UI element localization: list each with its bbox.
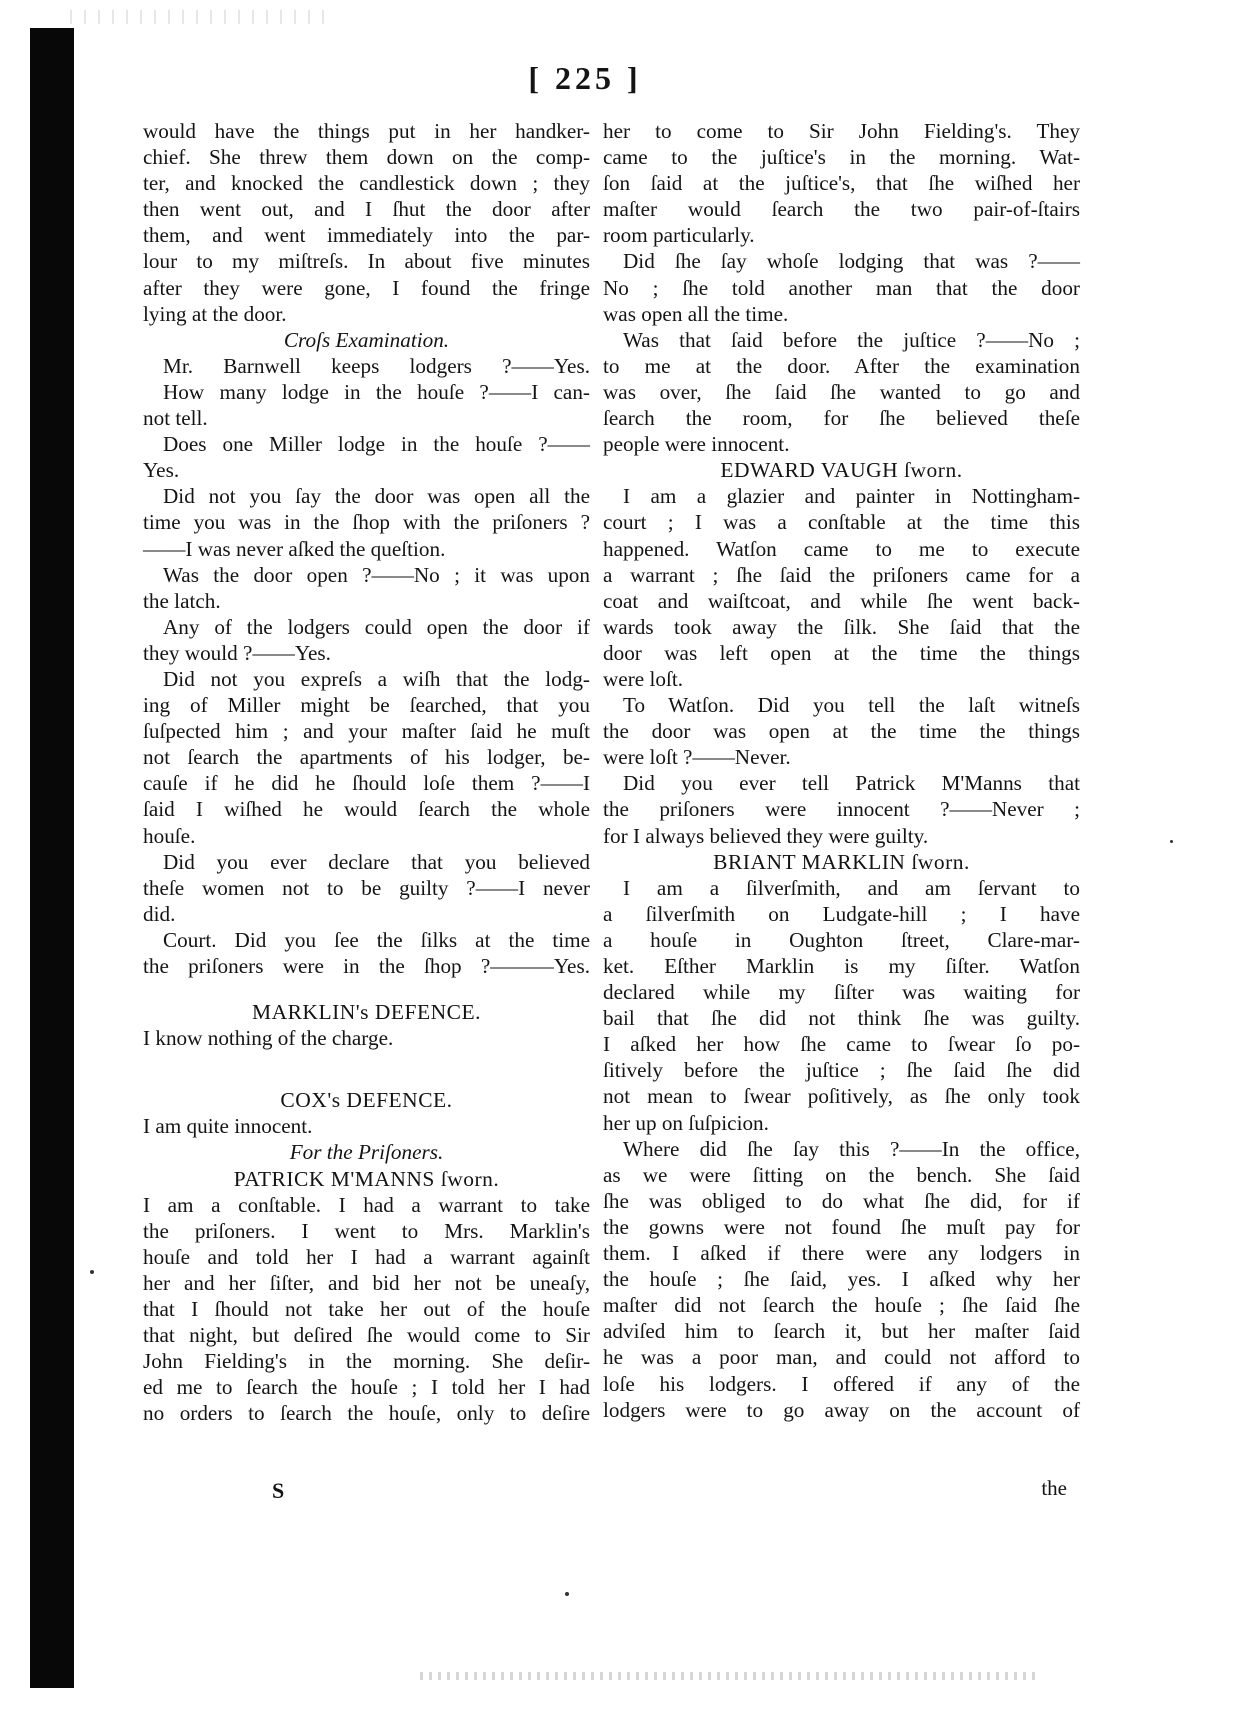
text-line: ſaid I wiſhed he would ſearch the whole [143,797,590,822]
text-line: the houſe ; ſhe ſaid, yes. I aſked why her [603,1267,1080,1292]
text-line: chief. She threw them down on the comp- [143,145,590,170]
text-line: not tell. [143,406,208,431]
text-line: adviſed him to ſearch it, but her maſter ſaid [603,1319,1080,1344]
text-line: maſter did not ſearch the houſe ; ſhe ſaid ſhe [603,1293,1080,1318]
text-line: Mr. Barnwell keeps lodgers ?——Yes. [163,353,590,378]
text-line: Where did ſhe ſay this ?——In the office, [623,1136,1080,1161]
text-line: I am quite innocent. [143,1114,313,1139]
text-line: I aſked her how ſhe came to ſwear ſo po- [603,1032,1080,1057]
text-line: them. I aſked if there were any lodgers in [603,1241,1080,1266]
text-line: ——I was never aſked the queſtion. [143,536,446,561]
text-line: to me at the door. After the examination [603,353,1080,378]
text-line: Court. Did you ſee the ſilks at the time [163,927,590,952]
patrick-mmanns-heading: PATRICK M'MANNS ſworn. [233,1166,500,1191]
left-column [143,118,590,1427]
text-line: not ſearch the apartments of his lodger, be- [143,745,590,770]
spacer [143,979,590,999]
text-line: for I always believed they were guilty. [603,823,929,848]
text-line: I am a ſilverſmith, and am ſervant to [623,875,1080,900]
page-scuff-top [70,10,330,24]
text-line: houſe and told her I had a warrant againſt [143,1244,590,1269]
text-line: declared while my ſiſter was waiting for [603,980,1080,1005]
text-line: not mean to ſwear poſitively, as ſhe only took [603,1084,1080,1109]
spacer [143,1051,590,1087]
text-line: court ; I was a conſtable at the time this [603,510,1080,535]
text-line: houſe. [143,823,196,848]
text-line: ſitively before the juſtice ; ſhe ſaid ſhe did [603,1058,1080,1083]
page-number: [ 225 ] [528,60,642,96]
text-line: To Watſon. Did you tell the laſt witneſs [623,693,1080,718]
text-line: coat and waiſtcoat, and while ſhe went back- [603,588,1080,613]
text-line: came to the juſtice's in the morning. Wat- [603,145,1080,170]
page-scuff-bottom [420,1672,1040,1680]
text-line: I am a glazier and painter in Nottingham- [623,484,1080,509]
text-line: the door was open at the time the things [603,719,1080,744]
text-line: time you was in the ſhop with the priſoners ? [143,510,590,535]
text-line: that I ſhould not take her out of the houſe [143,1297,590,1322]
text-line: he was a poor man, and could not afford to [603,1345,1080,1370]
ink-speck [90,1270,94,1274]
text-line: John Fielding's in the morning. She deſir- [143,1349,590,1374]
text-line: people were innocent. [603,432,790,457]
text-line: a houſe in Oughton ſtreet, Clare-mar- [603,927,1080,952]
text-line: How many lodge in the houſe ?——I can- [163,379,590,404]
text-line: loſe his lodgers. I offered if any of the [603,1371,1080,1396]
text-line: a ſilverſmith on Ludgate-hill ; I have [603,901,1080,926]
text-line: happened. Watſon came to me to execute [603,536,1080,561]
text-line: ſuſpected him ; and your maſter ſaid he muſt [143,719,590,744]
text-line: wards took away the ſilk. She ſaid that the [603,614,1080,639]
text-line: Did you ever declare that you believed [163,849,590,874]
text-line: they would ?——Yes. [143,640,331,665]
text-line: room particularly. [603,223,755,248]
text-line: her and her ſiſter, and bid her not be uneaſy, [143,1270,590,1295]
marklin-defence-heading: MARKLIN's DEFENCE. [251,1000,482,1025]
text-line: a warrant ; ſhe ſaid the priſoners came for a [603,562,1080,587]
text-line: theſe women not to be guilty ?——I never [143,875,590,900]
text-line: were loſt. [603,666,684,691]
text-line: ter, and knocked the candlestick down ; they [143,171,590,196]
text-line: door was left open at the time the things [603,640,1080,665]
text-line: bail that ſhe did not think ſhe was guilty. [603,1006,1080,1031]
catchword: the [1041,1476,1067,1500]
ink-speck [565,1592,569,1596]
text-line: ſhe was obliged to do what ſhe did, for if [603,1188,1080,1213]
book-binding-edge [30,28,74,1688]
text-line: ſearch the room, for ſhe believed theſe [603,406,1080,431]
text-line: Any of the lodgers could open the door if [163,614,590,639]
text-line: the priſoners were in the ſhop ?———Yes. [143,954,590,978]
text-line: the priſoners. I went to Mrs. Marklin's [143,1218,590,1243]
text-line: ed me to ſearch the houſe ; I told her I had [143,1375,590,1400]
text-line: after they were gone, I found the fringe [143,275,590,300]
text-line: the gowns were not found ſhe muſt pay for [603,1214,1080,1239]
text-line: her up on ſuſpicion. [603,1110,769,1135]
ink-speck [1170,840,1173,843]
briant-marklin-heading: BRIANT MARKLIN ſworn. [713,849,970,874]
text-line: was over, ſhe ſaid ſhe wanted to go and [603,379,1080,404]
for-prisoners-heading: For the Priſoners. [289,1140,444,1165]
text-line: I am a conſtable. I had a warrant to take [143,1192,590,1217]
text-line: did. [143,901,176,926]
text-line: was open all the time. [603,301,789,326]
text-line: Did not you ſay the door was open all the [163,484,590,509]
signature-mark: S [272,1478,285,1503]
text-line: Did ſhe ſay whoſe lodging that was ?—— [623,249,1080,274]
text-line: the priſoners were innocent ?——Never ; [603,797,1080,822]
text-line: would have the things put in her handker- [143,119,590,143]
cross-examination-heading: Croſs Examination. [283,327,450,352]
text-line: cauſe if he did he ſhould loſe them ?——I [143,771,590,796]
text-line: that night, but deſired ſhe would come to Sir [143,1323,590,1348]
text-line: her to come to Sir John Fielding's. They [603,119,1080,143]
text-line: Yes. [143,458,180,483]
text-line: lying at the door. [143,301,287,326]
text-line: No ; ſhe told another man that the door [603,275,1080,300]
text-line: lour to my miſtreſs. In about five minutes [143,249,590,274]
text-line: Was that ſaid before the juſtice ?——No ; [623,327,1080,352]
right-column [603,118,1080,1423]
text-line: maſter would ſearch the two pair-of-ſtairs [603,197,1080,222]
text-line: them, and went immediately into the par- [143,223,590,248]
cox-defence-heading: COX's DEFENCE. [280,1088,453,1113]
text-line: Does one Miller lodge in the houſe ?—— [163,432,590,457]
text-line: Did you ever tell Patrick M'Manns that [623,771,1080,796]
text-line: ing of Miller might be ſearched, that you [143,693,590,718]
text-line: ket. Eſther Marklin is my ſiſter. Watſon [603,954,1080,978]
text-line: then went out, and I ſhut the door after [143,197,590,222]
text-line: were loſt ?——Never. [603,745,791,770]
text-line: as we were ſitting on the bench. She ſaid [603,1162,1080,1187]
text-line: Was the door open ?——No ; it was upon [163,562,590,587]
edward-vaugh-heading: EDWARD VAUGH ſworn. [720,458,963,483]
text-line: no orders to ſearch the houſe, only to deſire [143,1401,590,1426]
text-line: Did not you expreſs a wiſh that the lodg- [163,666,590,691]
text-line: lodgers were to go away on the account of [603,1397,1080,1422]
text-line: ſon ſaid at the juſtice's, that ſhe wiſhed her [603,171,1080,196]
text-line: I know nothing of the charge. [143,1026,394,1051]
text-line: the latch. [143,588,221,613]
